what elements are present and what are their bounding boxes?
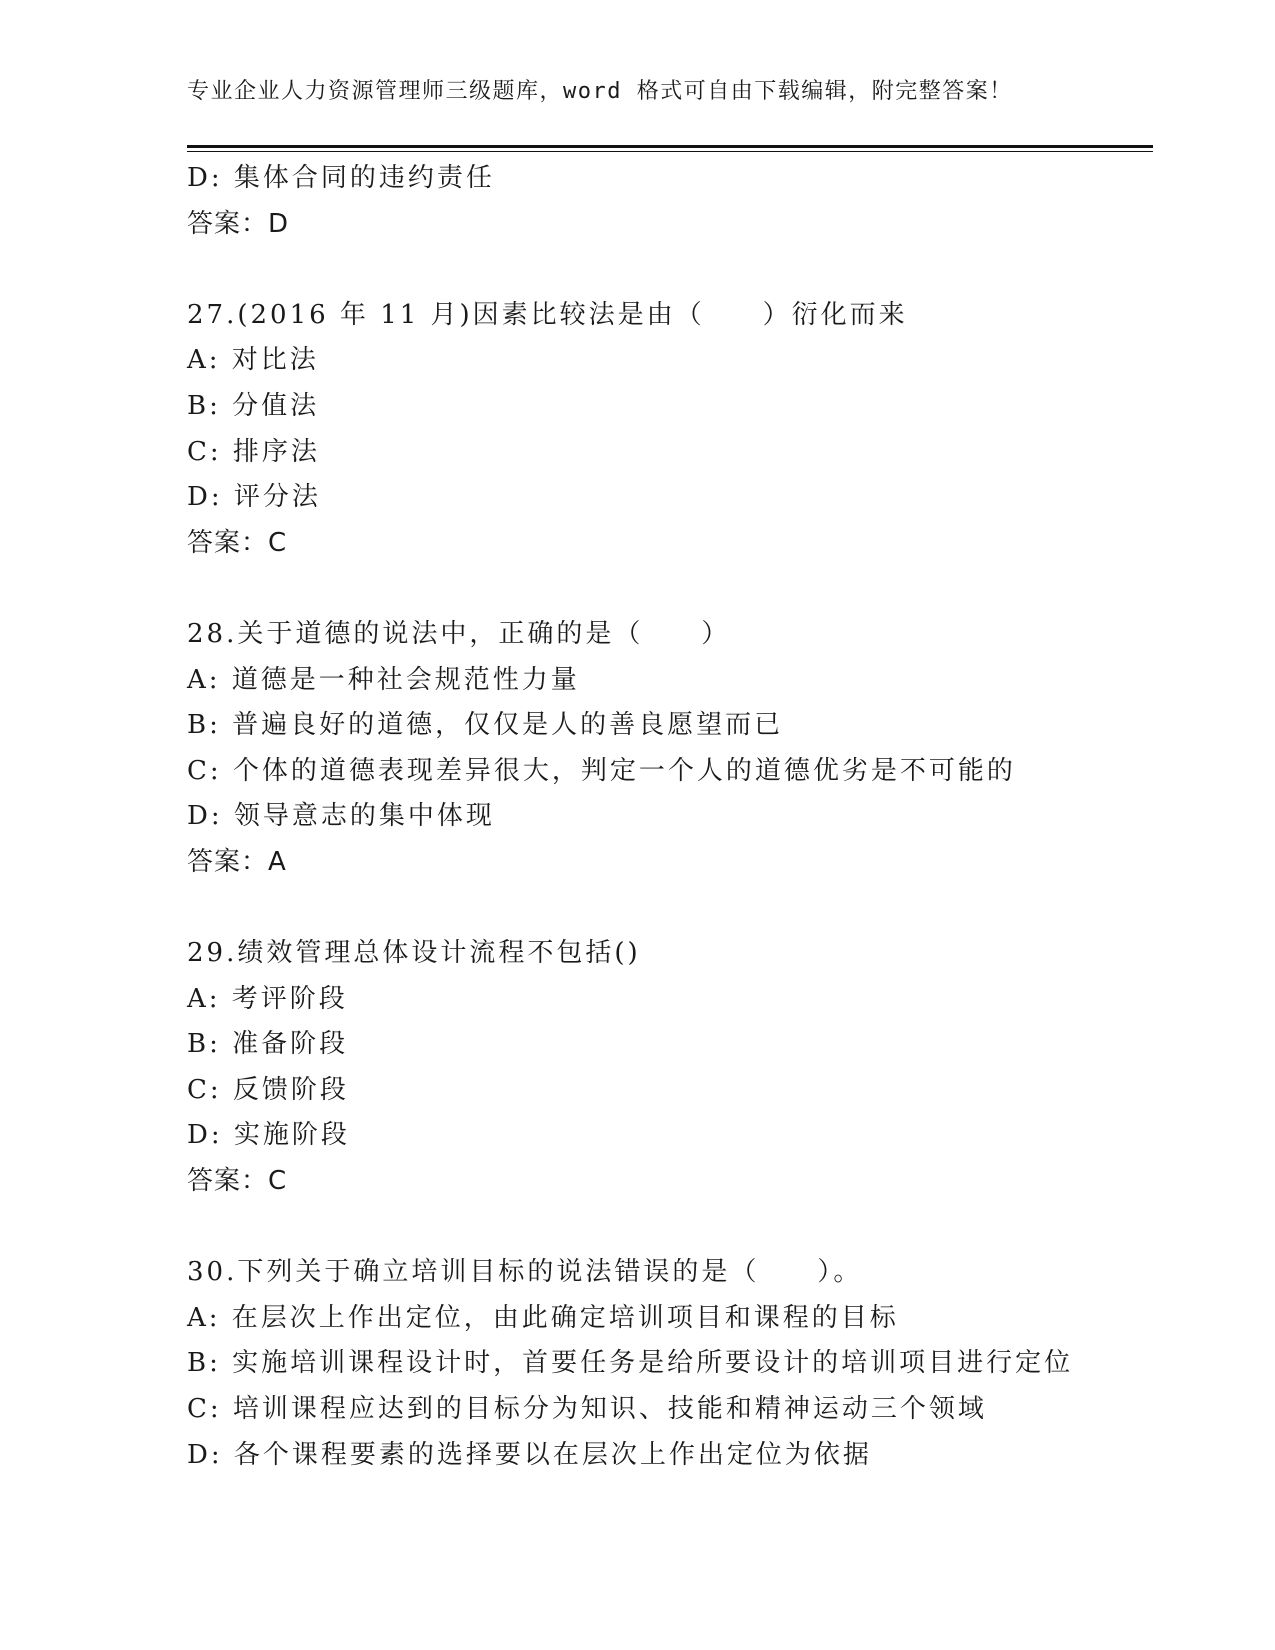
header-rule-thick: [187, 145, 1153, 148]
option-b: B: 普遍良好的道德，仅仅是人的善良愿望而已: [187, 710, 784, 741]
answer: 答案：C: [187, 527, 288, 558]
carryover-answer: 答案：D: [187, 208, 290, 239]
option-d: D: 各个课程要素的选择要以在层次上作出定位为依据: [187, 1439, 872, 1470]
question-stem: 28.关于道德的说法中，正确的是（ ）: [187, 618, 731, 649]
question-28: [187, 612, 1153, 886]
option-d: D: 评分法: [187, 482, 321, 513]
option-c: C: 培训课程应达到的目标分为知识、技能和精神运动三个领域: [187, 1394, 987, 1425]
option-d: D: 领导意志的集中体现: [187, 801, 495, 832]
question-stem: 27.(2016 年 11 月)因素比较法是由（ ）衍化而来: [187, 299, 908, 330]
option-c: C: 个体的道德表现差异很大，判定一个人的道德优劣是不可能的: [187, 755, 1016, 786]
spacer: [187, 566, 1153, 612]
option-a: A: 考评阶段: [187, 983, 348, 1014]
header-rule-thin: [187, 151, 1153, 152]
option-a: A: 在层次上作出定位，由此确定培训项目和课程的目标: [187, 1302, 899, 1333]
option-c: C: 排序法: [187, 436, 320, 467]
question-27: [187, 293, 1153, 567]
question-30: [187, 1250, 1153, 1478]
option-c: C: 反馈阶段: [187, 1074, 349, 1105]
question-29: [187, 931, 1153, 1205]
question-stem: 30.下列关于确立培训目标的说法错误的是（ ）。: [187, 1257, 863, 1288]
option-a: A: 道德是一种社会规范性力量: [187, 664, 580, 695]
answer: 答案：A: [187, 846, 287, 877]
spacer: [187, 247, 1153, 293]
question-content: [187, 156, 1153, 1478]
answer: 答案：C: [187, 1166, 288, 1197]
spacer: [187, 1205, 1153, 1251]
spacer: [187, 886, 1153, 932]
option-b: B: 实施培训课程设计时，首要任务是给所要设计的培训项目进行定位: [187, 1348, 1074, 1379]
option-d: D: 实施阶段: [187, 1120, 350, 1151]
option-a: A: 对比法: [187, 345, 319, 376]
option-b: B: 准备阶段: [187, 1029, 349, 1060]
carryover-option-d: D: 集体合同的违约责任: [187, 163, 495, 193]
option-b: B: 分值法: [187, 390, 320, 421]
page-header: 专业企业人力资源管理师三级题库，word 格式可自由下载编辑，附完整答案！: [187, 79, 1013, 104]
question-stem: 29.绩效管理总体设计流程不包括(): [187, 938, 641, 969]
